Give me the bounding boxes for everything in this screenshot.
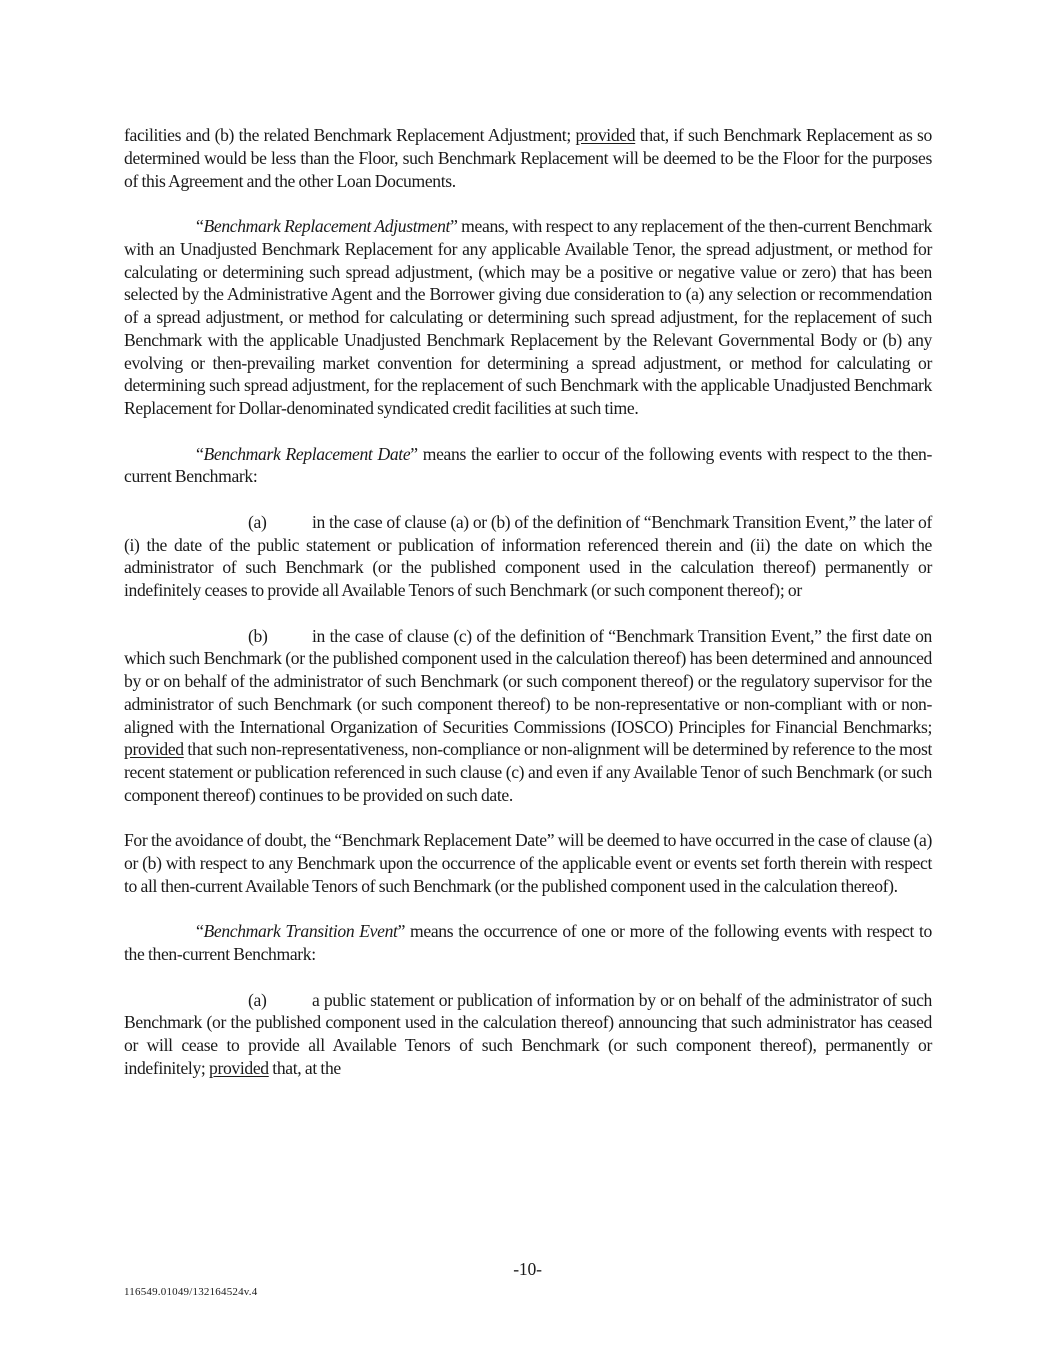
text: For the avoidance of doubt, the “Benchmark Replacement Date” will be deemed to have occurred in the case of clause (a) or (b) with respect to any Benchmark upon the occurrence of the applicable event or events set forth therein with respect to all then-current Available Tenors of such Benchmark (or the published component used in the calculation thereof). bbox=[124, 830, 932, 896]
paragraph-avoidance-of-doubt bbox=[124, 829, 932, 897]
text: facilities and (b) the related Benchmark Replacement Adjustment; bbox=[124, 125, 576, 145]
open-quote: “ bbox=[196, 921, 204, 942]
definition-body: means the earlier to occur of the following events with respect to the then-current Benchmark: bbox=[124, 443, 932, 487]
clause-a-replacement-date bbox=[124, 511, 932, 602]
clause-b-replacement-date bbox=[124, 625, 932, 807]
definition-benchmark-replacement-date bbox=[124, 443, 932, 489]
text: that, if such Benchmark Replacement as so determined would be less than the Floor, such Benchmark Replacement will be deemed to be the Floor for the purposes of this Agreement and the other Loan Documents. bbox=[124, 125, 932, 191]
clause-body: in the case of clause (a) or (b) of the definition of “Benchmark Transition Event,” the later of (i) the date of the public statement or publication of information referenced therein and (ii) the date on which the administrator of such Benchmark (or the published component used in the calculation thereof) permanently or indefinitely ceases to provide all Available Tenors of such Benchmark (or such component thereof); or bbox=[124, 511, 932, 600]
clause-label: (a) bbox=[248, 989, 267, 1010]
underlined-provided: provided bbox=[209, 1057, 269, 1078]
clause-body: that such non-representativeness, non-compliance or non-alignment will be determined by reference to the most recent statement or publication referenced in such clause (c) and even if any Available Tenor of such Benchmark (or such component thereof) continues to be provided on such date. bbox=[124, 739, 932, 805]
clause-body: a public statement or publication of information by or on behalf of the administrator of such Benchmark (or the published component used in the calculation thereof) announcing that such administrator has ceased or will cease to provide all Available Tenors of such Benchmark (or such component thereof), permanently or indefinitely; bbox=[124, 989, 932, 1078]
definition-benchmark-replacement-adjustment bbox=[124, 215, 932, 420]
definition-benchmark-transition-event bbox=[124, 920, 932, 966]
defined-term: Benchmark Replacement Adjustment bbox=[203, 216, 451, 236]
underlined-provided: provided bbox=[575, 125, 636, 145]
close-quote: ” bbox=[397, 921, 406, 942]
document-id: 116549.01049/132164524v.4 bbox=[124, 1286, 258, 1298]
close-quote: ” bbox=[410, 443, 418, 464]
paragraph-continuation bbox=[124, 124, 932, 192]
clause-a-transition-event bbox=[124, 989, 932, 1080]
clause-body: that, at the bbox=[268, 1057, 341, 1078]
clause-label: (a) bbox=[248, 511, 267, 532]
clause-label: (b) bbox=[248, 625, 268, 646]
clause-body: in the case of clause (c) of the definition of “Benchmark Transition Event,” the first date on which such Benchmark (or the published component used in the calculation thereof) has been determined and announced by or on behalf of the administrator of such Benchmark (or such component thereof) or the regulatory supervisor for the administrator of such Benchmark (or such component thereof) to be non-representative or non-compliant with or non-aligned with the International Organization of Securities Commissions (IOSCO) Principles for Financial Benchmarks; bbox=[124, 625, 932, 737]
document-page bbox=[124, 124, 932, 1102]
defined-term: Benchmark Replacement Date bbox=[203, 443, 411, 464]
underlined-provided: provided bbox=[124, 739, 184, 760]
definition-body: means, with respect to any replacement of the then-current Benchmark with an Unadjusted Benchmark Replacement for any applicable Available Tenor, the spread adjustment, or method for calculating or determining such spread adjustment, (which may be a positive or negative value or zero) that has been selected by the Administrative Agent and the Borrower giving due consideration to (a) any selection or recommendation of a spread adjustment, or method for calculating or determining such spread adjustment, for the replacement of such Benchmark with the applicable Unadjusted Benchmark Replacement by the Relevant Governmental Body or (b) any evolving or then-prevailing market convention for determining a spread adjustment, or method for calculating or determining such spread adjustment, for the replacement of such Benchmark with the applicable Unadjusted Benchmark Replacement for Dollar-denominated syndicated credit facilities at such time. bbox=[124, 216, 932, 418]
close-quote: ” bbox=[450, 216, 458, 236]
open-quote: “ bbox=[196, 216, 204, 236]
open-quote: “ bbox=[196, 443, 204, 464]
defined-term: Benchmark Transition Event bbox=[203, 921, 398, 942]
page-number: -10- bbox=[513, 1259, 542, 1279]
definition-body: means the occurrence of one or more of the following events with respect to the then-current Benchmark: bbox=[124, 921, 932, 964]
